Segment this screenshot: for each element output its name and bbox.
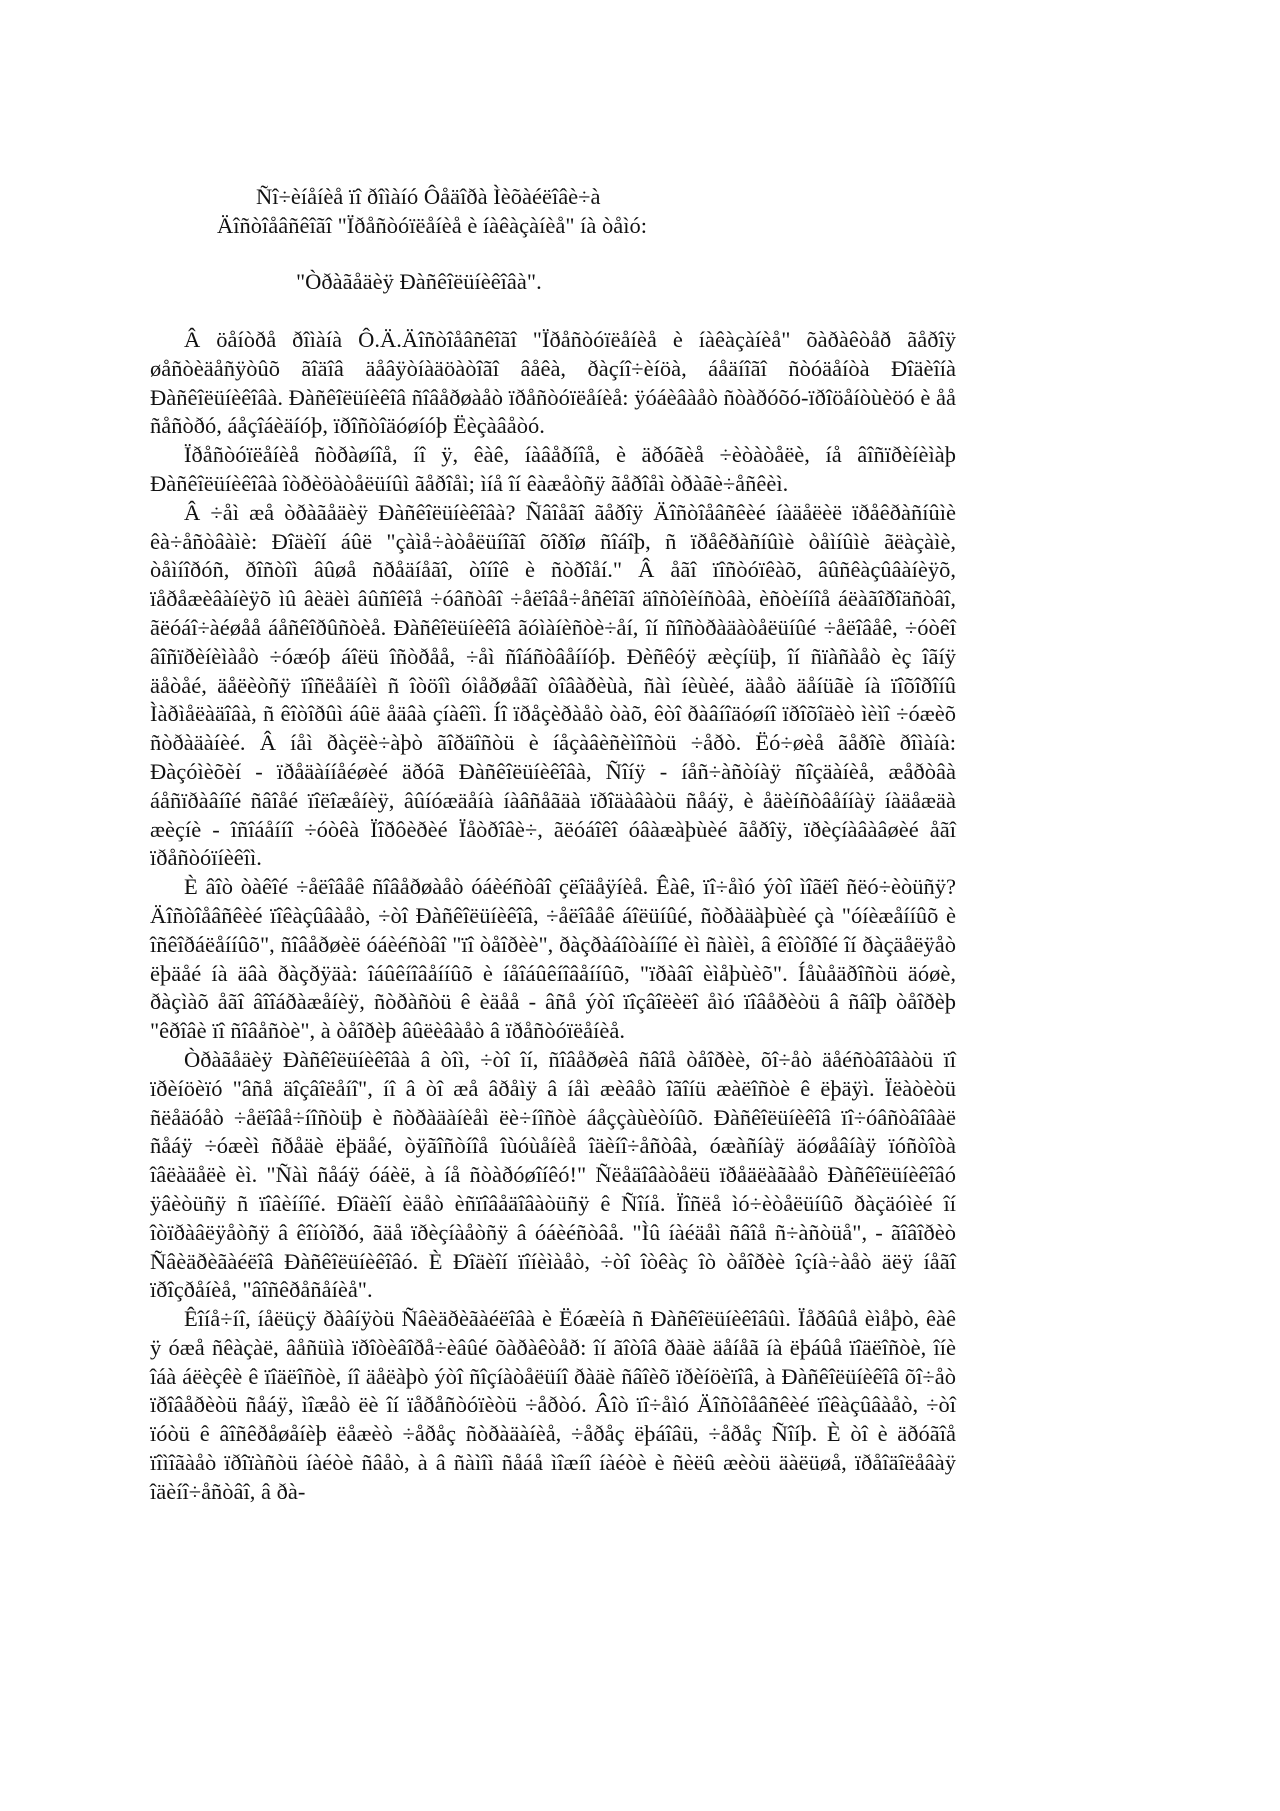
paragraph-2: Ïðåñòóïëåíèå ñòðàøíîå, íî ÿ, êàê, íàâåðíîå, è äðóãèå ÷èòàòåëè, íå âîñïðèíèìàþ Ðàñêîëüíèêîâà îòðèöàòåëüíûì ãåðîåì; ìíå îí êàæåòñÿ ãåðîåì òðàãè÷åñêèì. xyxy=(150,442,956,496)
paragraph-1: Â öåíòðå ðîìàíà Ô.Ä.Äîñòîåâñêîãî "Ïðåñòóïëåíèå è íàêàçàíèå" õàðàêòåð ãåðîÿ øåñòèäåñÿòûõ ãîäîâ äåâÿòíàäöàòîãî âåêà, ðàçíî÷èíöà, áåäíîãî ñòóäåíòà Ðîäèîíà Ðàñêîëüíèêîâà. Ðàñêîëüíèêîâ ñîâåðøàåò ïðåñòóïëåíèå: ÿóáèâàåò ñòàðóõó-ïðîöåíòùèöó è åå ñåñòðó, áåçîáèäíóþ, ïðîñòîäóøíóþ Ëèçàâåòó. xyxy=(150,327,956,439)
paragraph-3: Â ÷åì æå òðàãåäèÿ Ðàñêîëüíèêîâà? Ñâîåãî ãåðîÿ Äîñòîåâñêèé íàäåëèë ïðåêðàñíûìè êà÷åñòâàìè: Ðîäèîí áûë "çàìå÷àòåëüíîãî õîðîø ñîáîþ, ñ ïðåêðàñíûìè òåìíûìè ãëàçàìè, òåìíîðóñ, ðîñòîì âûøå ñðåäíåãî, òîíîê è ñòðîåí." Â åãî ïîñòóïêàõ, âûñêàçûâàíèÿõ, ïåðåæèâàíèÿõ ìû âèäèì âûñîêîå ÷óâñòâî ÷åëîâå÷åñêîãî äîñòîèíñòâà, èñòèííîå áëàãîðîäñòâî, ãëóáî÷àéøåå áåñêîðûñòèå. Ðàñêîëüíèêîâ ãóìàíèñòè÷åí, îí ñîñòðàäàòåëüíûé ÷åëîâåê, ÷óòêî âîñïðèíèìàåò ÷óæóþ áîëü îñòðåå, ÷åì ñîáñòâåííóþ. Ðèñêóÿ æèçíüþ, îí ñïàñàåò èç îãíÿ äåòåé, äåëèòñÿ ïîñëåäíèì ñ îòöîì óìåðøåãî òîâàðèùà, ñàì íèùèé, äàåò äåíüãè íà ïîõîðîíû Ìàðìåëàäîâà, ñ êîòîðûì áûë åäâà çíàêîì. Íî ïðåçèðàåò òàõ, êòî ðàâíîäóøíî ïðîõîäèò ìèìî ÷óæèõ ñòðàäàíèé. Â íåì ðàçëè÷àþò ãîðäîñòü è íåçàâèñèìîñòü ÷åðò. Ëó÷øèå ãåðîè ðîìàíà: Ðàçóìèõèí - ïðåäàííåéøèé äðóã Ðàñêîëüíèêîâà, Ñîíÿ - íåñ÷àñòíàÿ ñîçäàíèå, æåðòâà áåñïðàâíîé ñâîåé ïîëîæåíèÿ, âûíóæäåíà íàâñåãäà ïðîäàâàòü ñåáÿ, è åäèíñòâåííàÿ íàäåæäà æèçíè - îñîáåííî ÷óòêà Ïîðôèðèé Ïåòðîâè÷, ãëóáîêî óâàæàþùèé ãåðîÿ, ïðèçíàâàâøèé åãî ïðåñòóïíèêîì. xyxy=(150,499,956,871)
header-line-1: Ñî÷èíåíèå ïî ðîìàíó Ôåäîðà Ìèõàéëîâè÷à xyxy=(256,184,601,209)
essay-title: "Òðàãåäèÿ Ðàñêîëüíèêîâà". xyxy=(296,269,542,294)
paragraph-6: Êîíå÷íî, íåëüçÿ ðàâíÿòü Ñâèäðèãàéëîâà è Ëóæèíà ñ Ðàñêîëüíèêîâûì. Ïåðâûå èìåþò, êàê ÿ óæå ñêàçàë, âåñüìà ïðîòèâîðå÷èâûé õàðàêòåð: îí ãîòîâ ðàäè äåíåã íà ëþáûå ïîäëîñòè, îíè îáà áëèçêè ê ïîäëîñòè, íî äåëàþò ýòî ñîçíàòåëüíî ðàäè ñâîèõ ïðèíöèïîâ, à Ðàñêîëüíèêîâ õî÷åò ïðîâåðèòü ñåáÿ, ìîæåò ëè îí ïåðåñòóïèòü ÷åðòó. Âîò ïî÷åìó Äîñòîåâñêèé ïîêàçûâàåò, ÷òî ïóòü ê âîñêðåøåíèþ ëåæèò ÷åðåç ñòðàäàíèå, ÷åðåç ëþáîâü, ÷åðåç Ñîíþ. È òî è äðóãîå ïîìîãàåò ïðîïàñòü íàéòè ñâåò, à â ñàìîì ñåáå ìîæíî íàéòè è ñèëû æèòü äàëüøå, ïðåîäîëåâàÿ îäèíî÷åñòâî, â ðà- xyxy=(150,1306,956,1504)
essay-body xyxy=(150,326,956,1507)
paragraph-5: Òðàãåäèÿ Ðàñêîëüíèêîâà â òîì, ÷òî îí, ñîâåðøèâ ñâîå òåîðèè, õî÷åò äåéñòâîâàòü ïî ïðèíöèïó "âñå äîçâîëåíî", íî â òî æå âðåìÿ â íåì æèâåò îãîíü æàëîñòè ê ëþäÿì. Ïëàòèòü ñëåäóåò ÷åëîâå÷íîñòüþ è ñòðàäàíèåì ëè÷íîñòè áåççàùèòíûõ. Ðàñêîëüíèêîâ ïî÷óâñòâîâàë ñåáÿ ÷óæèì ñðåäè ëþäåé, òÿãîñòíîå îùóùåíèå îäèíî÷åñòâà, óæàñíàÿ äóøåâíàÿ ïóñòîòà îâëàäåëè èì. "Ñàì ñåáÿ óáèë, à íå ñòàðóøîíêó!" Ñëåäîâàòåëü ïðåäëàãàåò Ðàñêîëüíèêîâó ÿâèòüñÿ ñ ïîâèííîé. Ðîäèîí èäåò èñïîâåäîâàòüñÿ ê Ñîíå. Ïîñëå ìó÷èòåëüíûõ ðàçäóìèé îí îòïðàâëÿåòñÿ â êîíòîðó, ãäå ïðèçíàåòñÿ â óáèéñòâå. "Ìû íàéäåì ñâîå ñ÷àñòüå", - ãîâîðèò Ñâèäðèãàéëîâ Ðàñêîëüíèêîâó. È Ðîäèîí ïîíèìàåò, ÷òî îòêàç îò òåîðèè îçíà÷àåò äëÿ íåãî ïðîçðåíèå, "âîñêðåñåíèå". xyxy=(150,1046,956,1303)
header-line-2: Äîñòîåâñêîãî "Ïðåñòóïëåíèå è íàêàçàíèå" íà òåìó: xyxy=(217,213,647,238)
paragraph-4: È âîò òàêîé ÷åëîâåê ñîâåðøàåò óáèéñòâî çëîäåÿíèå. Êàê, ïî÷åìó ýòî ìîãëî ñëó÷èòüñÿ? Äîñòîåâñêèé ïîêàçûâàåò, ÷òî Ðàñêîëüíèêîâ, ÷åëîâåê áîëüíûé, ñòðàäàþùèé çà "óíèæåííûõ è îñêîðáëåííûõ", ñîâåðøèë óáèéñòâî "ïî òåîðèè", ðàçðàáîòàííîé èì ñàìèì, â êîòîðîé îí ðàçäåëÿåò ëþäåé íà äâà ðàçðÿäà: îáûêíîâåííûõ è íåîáûêíîâåííûõ, "ïðàâî èìåþùèõ". Íåùåäðîñòü äóøè, ðàçìàõ åãî âîîáðàæåíèÿ, ñòðàñòü ê èäåå - âñå ýòî ïîçâîëèëî åìó ïîâåðèòü â ñâîþ òåîðèþ "êðîâè ïî ñîâåñòè", à òåîðèþ âûëèâàåò â ïðåñòóïëåíèå. xyxy=(150,874,956,1044)
